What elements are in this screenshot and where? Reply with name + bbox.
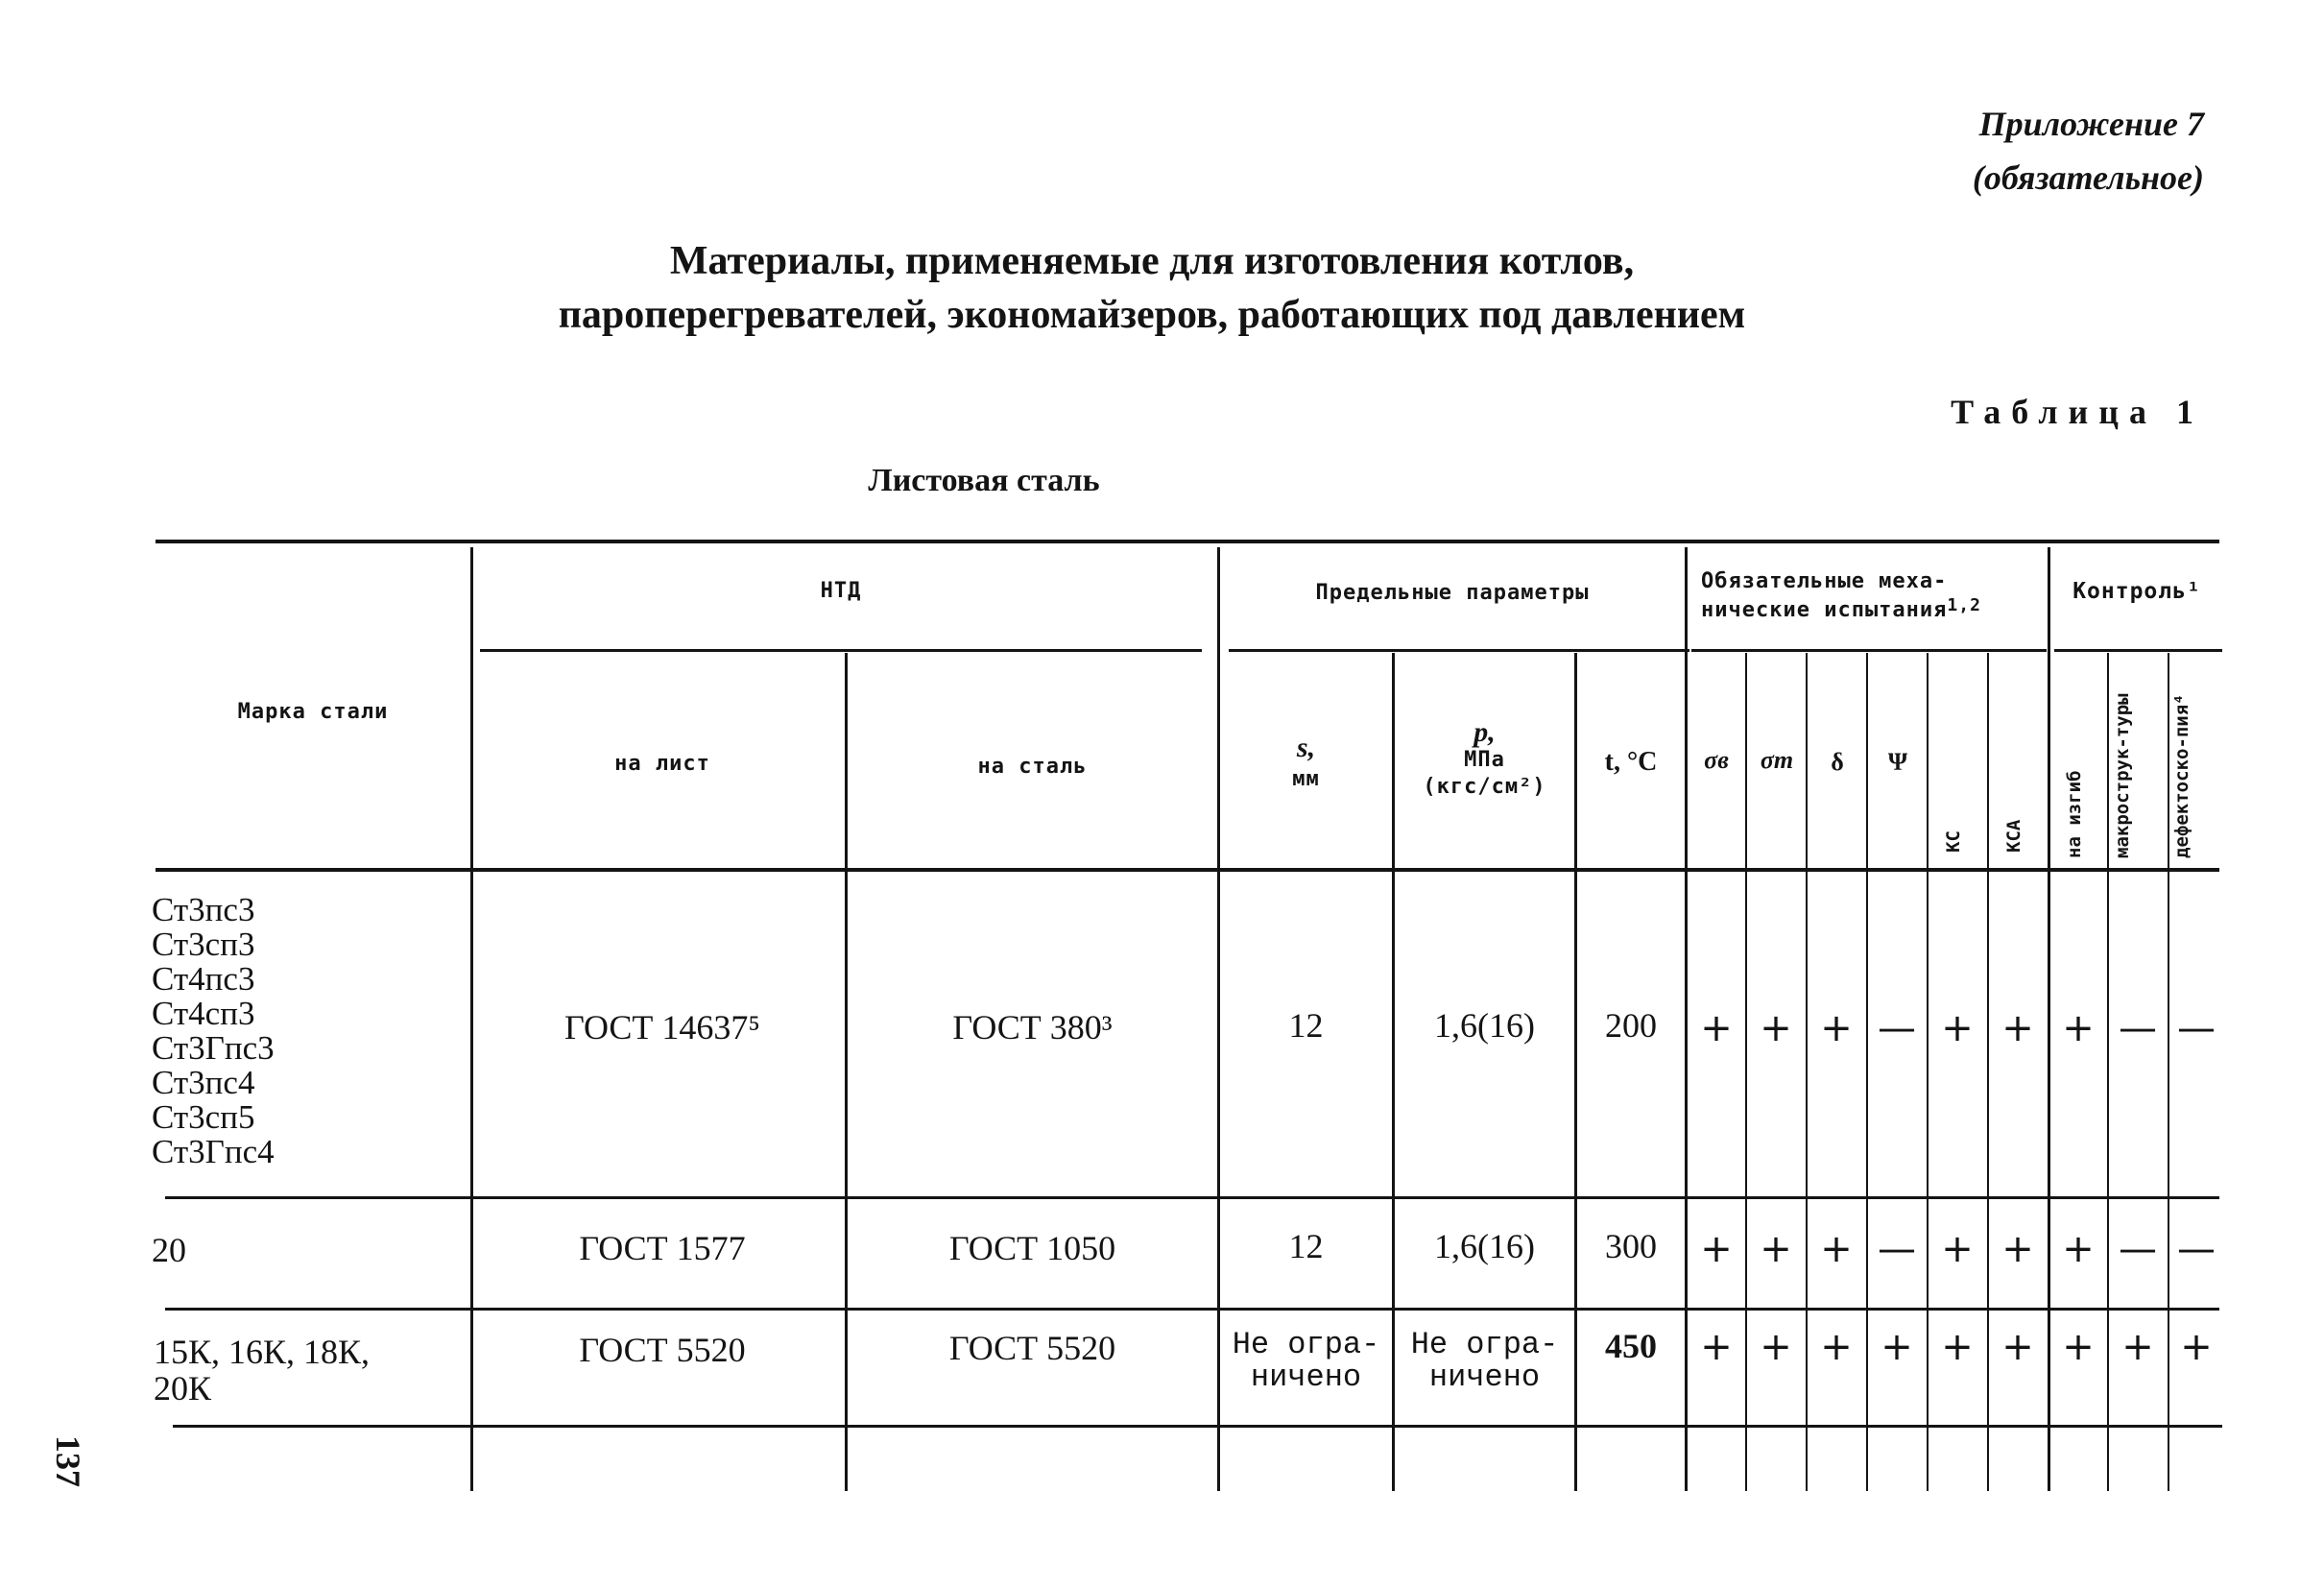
header-bend: на изгиб xyxy=(2064,770,2085,858)
row3-bottom-rule xyxy=(173,1425,2222,1428)
header-p xyxy=(1395,718,1574,800)
row3-sheet-standard: ГОСТ 5520 xyxy=(579,1331,746,1369)
row1-mark: + xyxy=(2001,1006,2034,1050)
row2-mark: — xyxy=(1878,1227,1916,1271)
header-s xyxy=(1220,730,1392,792)
header-delta: δ xyxy=(1831,748,1844,776)
row1-mark: + xyxy=(1820,1006,1853,1050)
row1-grade: Ст3пс4 xyxy=(152,1064,255,1101)
row2-mark: + xyxy=(1820,1227,1853,1271)
header-ksa: КСА xyxy=(2003,819,2025,853)
row1-mark: + xyxy=(2062,1006,2095,1050)
header-bottom-rule xyxy=(156,868,2219,872)
row3-mark: + xyxy=(1820,1325,1853,1369)
appendix-label: Приложение 7 xyxy=(1978,105,2204,143)
row3-mark: + xyxy=(2180,1325,2213,1369)
row3-t: 450 xyxy=(1605,1327,1657,1365)
row2-mark: — xyxy=(2119,1227,2157,1271)
appendix-status: (обязательное) xyxy=(1972,158,2204,197)
row3-mark: + xyxy=(1941,1325,1974,1369)
header-p-symbol: p, xyxy=(1473,716,1496,748)
header-p-unit: МПа xyxy=(1464,748,1505,772)
row1-grade: Ст3пс3 xyxy=(152,891,255,928)
header-ks: КС xyxy=(1943,830,1964,853)
row2-p: 1,6(16) xyxy=(1434,1227,1535,1265)
row2-t: 300 xyxy=(1605,1227,1657,1265)
header-t: t, °C xyxy=(1604,747,1658,777)
row3-s-line2: ничено xyxy=(1250,1359,1362,1395)
header-psi: Ψ xyxy=(1887,748,1908,776)
row1-grade: Ст3Гпс4 xyxy=(152,1133,275,1170)
row3-p-line2: ничено xyxy=(1428,1359,1541,1395)
row3-grades xyxy=(154,1335,370,1408)
row1-p: 1,6(16) xyxy=(1434,1006,1535,1045)
row3-steel-standard: ГОСТ 5520 xyxy=(948,1329,1116,1367)
row2-mark: + xyxy=(1700,1227,1733,1271)
row1-grade: Ст3сп5 xyxy=(152,1098,255,1136)
header-ntd: НТД xyxy=(820,579,862,603)
header-sigma-t: σт xyxy=(1760,746,1794,774)
row3-mark: + xyxy=(1881,1325,1913,1369)
row3-p xyxy=(1395,1329,1574,1393)
header-s-symbol: s, xyxy=(1296,732,1316,763)
header-control: Контроль¹ xyxy=(2072,579,2201,604)
row1-grades xyxy=(152,893,275,1169)
header-mech-note: 1,2 xyxy=(1947,594,1981,615)
row3-mark: + xyxy=(2062,1325,2095,1369)
row2-bottom-rule xyxy=(165,1308,2219,1311)
row2-mark: + xyxy=(1941,1227,1974,1271)
row2-sheet-standard: ГОСТ 1577 xyxy=(579,1229,746,1267)
row3-mark: + xyxy=(1760,1325,1792,1369)
row1-mark: + xyxy=(1941,1006,1974,1050)
row1-sheet-standard: ГОСТ 14637⁵ xyxy=(564,1008,760,1047)
header-p-unit2: (кгс/см²) xyxy=(1423,774,1546,799)
row2-s: 12 xyxy=(1288,1227,1324,1265)
header-limits: Предельные параметры xyxy=(1315,581,1590,605)
row2-mark: — xyxy=(2177,1227,2216,1271)
row2-mark: + xyxy=(2062,1227,2095,1271)
ntd-divider xyxy=(480,649,1202,652)
header-defect: дефектоско-пия⁴ xyxy=(2171,693,2192,858)
row1-steel-standard: ГОСТ 380³ xyxy=(952,1008,1113,1047)
row1-t: 200 xyxy=(1605,1006,1657,1045)
page-title-line1: Материалы, применяемые для изготовления котлов, xyxy=(669,239,1635,283)
header-mech-line2: нические испытания xyxy=(1701,597,1948,622)
header-sigma-v: σв xyxy=(1704,746,1729,774)
control-divider xyxy=(2054,649,2222,652)
header-mech-line2-wrap xyxy=(1701,595,2061,624)
header-macro: макрострук-туры xyxy=(2112,693,2133,858)
table-number: Таблица 1 xyxy=(1951,393,2204,431)
header-s-unit: мм xyxy=(1292,766,1320,791)
row2-steel-standard: ГОСТ 1050 xyxy=(948,1229,1116,1267)
limits-divider xyxy=(1229,649,1689,652)
row1-grade: Ст3Гпс3 xyxy=(152,1029,275,1067)
row3-s-line1: Не огра- xyxy=(1232,1327,1380,1362)
row3-grade: 20К xyxy=(154,1368,212,1408)
row2-grade: 20 xyxy=(152,1231,186,1269)
table-top-rule xyxy=(156,540,2219,543)
row1-bottom-rule xyxy=(165,1196,2219,1199)
row1-mark: — xyxy=(2177,1006,2216,1050)
page-number: 137 xyxy=(49,1435,87,1487)
header-ntd-steel: на сталь xyxy=(977,755,1088,779)
row3-mark: + xyxy=(2121,1325,2154,1369)
row1-mark: + xyxy=(1700,1006,1733,1050)
header-ntd-sheet: на лист xyxy=(614,752,710,776)
row1-mark: + xyxy=(1760,1006,1792,1050)
page-title-line2: пароперегревателей, экономайзеров, работающих под давлением xyxy=(558,293,1746,337)
row1-grade: Ст4сп3 xyxy=(152,995,255,1032)
row2-mark: + xyxy=(2001,1227,2034,1271)
row1-grade: Ст4пс3 xyxy=(152,960,255,998)
row3-mark: + xyxy=(1700,1325,1733,1369)
row2-mark: + xyxy=(1760,1227,1792,1271)
row1-mark: — xyxy=(2119,1006,2157,1050)
row3-grade: 15К, 16К, 18К, xyxy=(154,1333,371,1371)
header-steel-grade: Марка стали xyxy=(237,700,389,724)
row1-mark: — xyxy=(1878,1006,1916,1050)
table-subtitle: Листовая сталь xyxy=(868,463,1100,498)
mech-divider xyxy=(1691,649,2047,652)
row1-grade: Ст3сп3 xyxy=(152,926,255,963)
col-line-ntd xyxy=(470,547,473,1491)
row3-s xyxy=(1220,1329,1392,1393)
header-mech-line1: Обязательные меха- xyxy=(1701,569,1948,593)
row3-mark: + xyxy=(2001,1325,2034,1369)
header-mech xyxy=(1688,568,2061,623)
row1-s: 12 xyxy=(1288,1006,1324,1045)
row3-p-line1: Не огра- xyxy=(1410,1327,1559,1362)
